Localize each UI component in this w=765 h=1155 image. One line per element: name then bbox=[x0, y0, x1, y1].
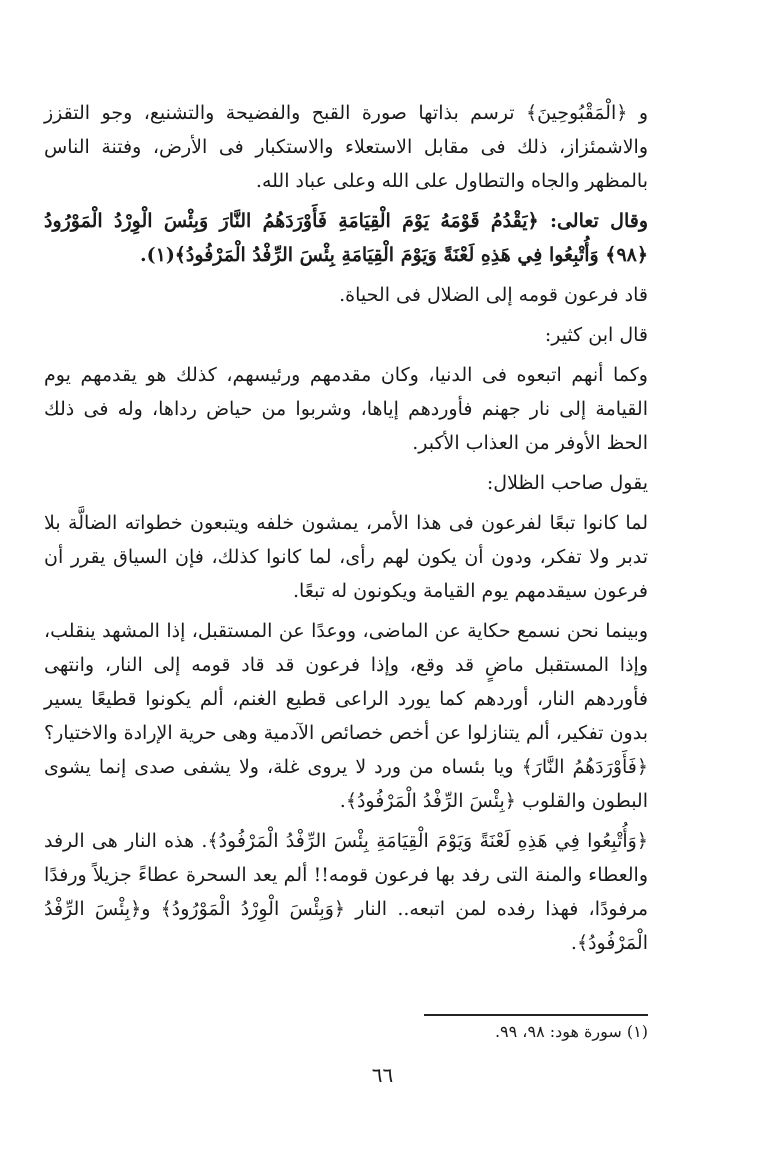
footnote: (١) سورة هود: ٩٨، ٩٩. bbox=[494, 1022, 648, 1041]
page-number: ٦٦ bbox=[371, 1063, 394, 1087]
paragraph-scene-reversal: وبينما نحن نسمع حكاية عن الماضى، ووعدًا عن المستقبل، إذا المشهد ينقلب، وإذا المستقبل ماضٍ قد وقع، وإذا فرعون قد قاد قومه إلى النار، وانتهى فأوردهم النار، أوردهم كما يورد الراعى قطيع الغنم، ألم يكونوا قطيعًا يسير بدون تفكير، ألم يتنازلوا عن أخص خصائص الآدمية وهى حرية الإرادة والاختيار؟ ﴿فَأَوْرَدَهُمُ النَّارَ﴾ ويا بئساه من ورد لا يروى غلة، ولا يشفى صدى إنما يشوى البطون والقلوب ﴿بِئْسَ الرِّفْدُ الْمَرْفُودُ﴾. bbox=[44, 620, 648, 812]
paragraph-firaun-led: قاد فرعون قومه إلى الضلال فى الحياة. bbox=[339, 284, 648, 306]
paragraph-rifd: ﴿وَأُتْبِعُوا فِي هَذِهِ لَعْنَةً وَيَوْمَ الْقِيَامَةِ بِئْسَ الرِّفْدُ الْمَرْفُودُ﴾. هذه النار هى الرفد والعطاء والمنة التى رفد بها فرعون قومه!! ألم يعد السحرة عطاءً جزيلاً ورفدًا مرفودًا، فهذا رفده لمن اتبعه.. النار ﴿وَبِئْسَ الْوِرْدُ الْمَوْرُودُ﴾ و﴿بِئْسَ الرِّفْدُ الْمَرْفُودُ﴾. bbox=[44, 830, 648, 954]
paragraph-ibn-kathir-heading: قال ابن كثير: bbox=[544, 324, 648, 346]
paragraph-zilal-heading: يقول صاحب الظلال: bbox=[486, 472, 648, 494]
paragraph-maqbuhin: و ﴿الْمَقْبُوحِينَ﴾ ترسم بذاتها صورة القبح والفضيحة والتشنيع، وجو التقزز والاشمئزاز، ذلك فى مقابل الاستعلاء والاستكبار فى الأرض، وفتنة الناس بالمظهر والجاه والتطاول على الله وعلى عباد الله. bbox=[44, 102, 648, 192]
footnote-divider bbox=[424, 1014, 648, 1016]
paragraph-ibn-kathir-quote: وكما أنهم اتبعوه فى الدنيا، وكان مقدمهم ورئيسهم، كذلك هو يقدمهم يوم القيامة إلى نار جهنم فأوردهم إياها، وشربوا من حياض رداها، وله فى ذلك الحظ الأوفر من العذاب الأكبر. bbox=[44, 364, 648, 454]
paragraph-zilal-followers: لما كانوا تبعًا لفرعون فى هذا الأمر، يمشون خلفه ويتبعون خطواته الضالَّة بلا تدبر ولا تفكر، ودون أن يكون لهم رأى، لما كانوا كذلك، فإن السياق يقرر أن فرعون سيقدمهم يوم القيامة ويكونون له تبعًا. bbox=[44, 512, 648, 602]
body-text bbox=[44, 96, 648, 966]
paragraph-quran-verse: وقال تعالى: ﴿يَقْدُمُ قَوْمَهُ يَوْمَ الْقِيَامَةِ فَأَوْرَدَهُمُ النَّارَ وَبِئْسَ الْوِرْدُ الْمَوْرُودُ ﴿٩٨﴾ وَأُتْبِعُوا فِي هَذِهِ لَعْنَةً وَيَوْمَ الْقِيَامَةِ بِئْسَ الرِّفْدُ الْمَرْفُودُ﴾(١). bbox=[44, 210, 648, 266]
